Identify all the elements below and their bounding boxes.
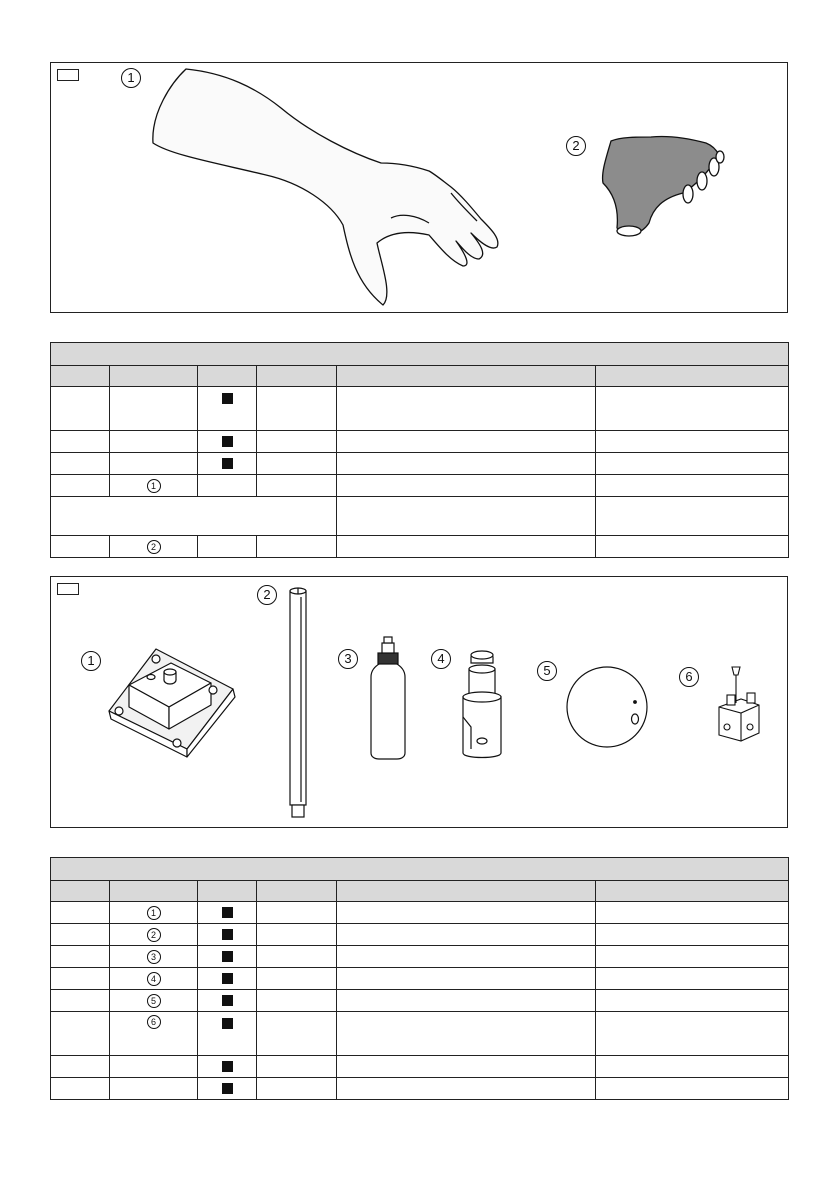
table-cell [257, 536, 337, 558]
parts-table-top [50, 342, 789, 558]
table-cell [257, 431, 337, 453]
included-marker-cell [198, 387, 257, 431]
table-cell [337, 475, 596, 497]
callout-ref: 3 [147, 950, 161, 964]
column-header [110, 881, 198, 902]
table-cell [596, 902, 789, 924]
table-cell [51, 1056, 110, 1078]
column-header [51, 366, 110, 387]
callout-4: 4 [431, 649, 451, 669]
callout-3: 3 [338, 649, 358, 669]
rod-icon [290, 588, 306, 817]
callout-6: 6 [679, 667, 699, 687]
table-cell [51, 453, 110, 475]
table-cell [257, 968, 337, 990]
column-header [337, 366, 596, 387]
ball-icon [567, 667, 647, 747]
spray-bottle-icon [371, 637, 405, 759]
table-cell [337, 990, 596, 1012]
table-row [51, 475, 789, 497]
table-row [51, 1056, 789, 1078]
callout-1: 1 [121, 68, 141, 88]
table-cell [337, 536, 596, 558]
included-marker-cell [198, 924, 257, 946]
table-cell [110, 453, 198, 475]
table-cell [337, 968, 596, 990]
callout-cell [110, 1012, 198, 1056]
included-marker-cell [198, 968, 257, 990]
table-cell [337, 497, 596, 536]
table-cell [110, 387, 198, 431]
table-cell [51, 1078, 110, 1100]
table-cell [596, 497, 789, 536]
included-marker-icon [222, 951, 233, 962]
table-cell [51, 902, 110, 924]
table-cell [596, 475, 789, 497]
included-marker-icon [222, 436, 233, 447]
callout-ref: 1 [147, 906, 161, 920]
table-row [51, 431, 789, 453]
table-cell [596, 1078, 789, 1100]
table-cell [596, 990, 789, 1012]
table-cell [596, 968, 789, 990]
table-cell [337, 1012, 596, 1056]
table-cell [198, 475, 257, 497]
included-marker-cell [198, 1056, 257, 1078]
table-cell [257, 453, 337, 475]
callout-cell [110, 990, 198, 1012]
table-cell-merged [51, 497, 337, 536]
table-cell [110, 431, 198, 453]
table-cell [51, 431, 110, 453]
table-row [51, 990, 789, 1012]
table-row [51, 946, 789, 968]
table-cell [337, 453, 596, 475]
table-cell [337, 387, 596, 431]
table-row [51, 536, 789, 558]
table-cell [596, 1056, 789, 1078]
included-marker-icon [222, 1018, 233, 1029]
table-cell [337, 1078, 596, 1100]
parts-table-bottom [50, 857, 789, 1100]
figure-arm-parts [50, 62, 788, 313]
table-cell [596, 453, 789, 475]
table-cell [257, 1012, 337, 1056]
table-cell [596, 387, 789, 431]
table-cell [257, 924, 337, 946]
figure-tag [57, 583, 79, 595]
table-cell [51, 1012, 110, 1056]
included-marker-cell [198, 1078, 257, 1100]
table-cell [51, 946, 110, 968]
column-header [51, 881, 110, 902]
glove-icon [603, 136, 724, 236]
table-cell [51, 536, 110, 558]
callout-cell [110, 968, 198, 990]
arm-model-icon [153, 69, 498, 305]
table-title [51, 858, 789, 881]
table-row [51, 453, 789, 475]
table-cell [596, 431, 789, 453]
table-cell [596, 946, 789, 968]
base-plate-icon [109, 649, 235, 757]
callout-ref: 1 [147, 479, 161, 493]
callout-ref: 6 [147, 1015, 161, 1029]
included-marker-icon [222, 929, 233, 940]
table-cell [51, 387, 110, 431]
callout-ref: 2 [147, 928, 161, 942]
included-marker-cell [198, 946, 257, 968]
callout-2: 2 [566, 136, 586, 156]
table-cell [596, 1012, 789, 1056]
table-cell [51, 924, 110, 946]
table-row [51, 1012, 789, 1056]
included-marker-icon [222, 1083, 233, 1094]
figure-tag [57, 69, 79, 81]
table-cell [257, 475, 337, 497]
table-cell [337, 924, 596, 946]
table-cell [596, 924, 789, 946]
clamp-icon [719, 667, 759, 741]
column-header [110, 366, 198, 387]
figure-accessory-parts [50, 576, 788, 828]
table-row [51, 387, 789, 431]
table-cell [257, 387, 337, 431]
included-marker-icon [222, 393, 233, 404]
table-cell [257, 990, 337, 1012]
table-cell [51, 475, 110, 497]
included-marker-cell [198, 902, 257, 924]
included-marker-cell [198, 453, 257, 475]
table-cell [257, 1078, 337, 1100]
table-title [51, 343, 789, 366]
table-row [51, 902, 789, 924]
included-marker-icon [222, 973, 233, 984]
table-cell [51, 968, 110, 990]
column-header [337, 881, 596, 902]
table-row [51, 497, 789, 536]
table-cell [337, 902, 596, 924]
table-cell [337, 431, 596, 453]
callout-ref: 5 [147, 994, 161, 1008]
callout-ref: 4 [147, 972, 161, 986]
callout-cell [110, 946, 198, 968]
table-cell [257, 902, 337, 924]
callout-2: 2 [257, 585, 277, 605]
table-cell [596, 536, 789, 558]
included-marker-cell [198, 1012, 257, 1056]
column-header [596, 881, 789, 902]
included-marker-icon [222, 995, 233, 1006]
column-header [257, 366, 337, 387]
callout-ref: 2 [147, 540, 161, 554]
table-cell [110, 1078, 198, 1100]
table-cell [257, 946, 337, 968]
column-header [257, 881, 337, 902]
table-cell [337, 946, 596, 968]
table-row [51, 924, 789, 946]
included-marker-cell [198, 990, 257, 1012]
table-cell [110, 1056, 198, 1078]
table-cell [257, 1056, 337, 1078]
table-row [51, 968, 789, 990]
adapter-icon [463, 651, 501, 758]
table-cell [337, 1056, 596, 1078]
included-marker-icon [222, 907, 233, 918]
included-marker-icon [222, 1061, 233, 1072]
included-marker-cell [198, 431, 257, 453]
table-row [51, 1078, 789, 1100]
accessory-parts-illustration [51, 577, 789, 829]
callout-cell [110, 536, 198, 558]
callout-5: 5 [537, 661, 557, 681]
column-header [198, 881, 257, 902]
arm-parts-illustration [51, 63, 789, 314]
included-marker-icon [222, 458, 233, 469]
column-header [596, 366, 789, 387]
callout-1: 1 [81, 651, 101, 671]
callout-cell [110, 924, 198, 946]
callout-cell [110, 475, 198, 497]
callout-cell [110, 902, 198, 924]
table-cell [198, 536, 257, 558]
table-cell [51, 990, 110, 1012]
column-header [198, 366, 257, 387]
